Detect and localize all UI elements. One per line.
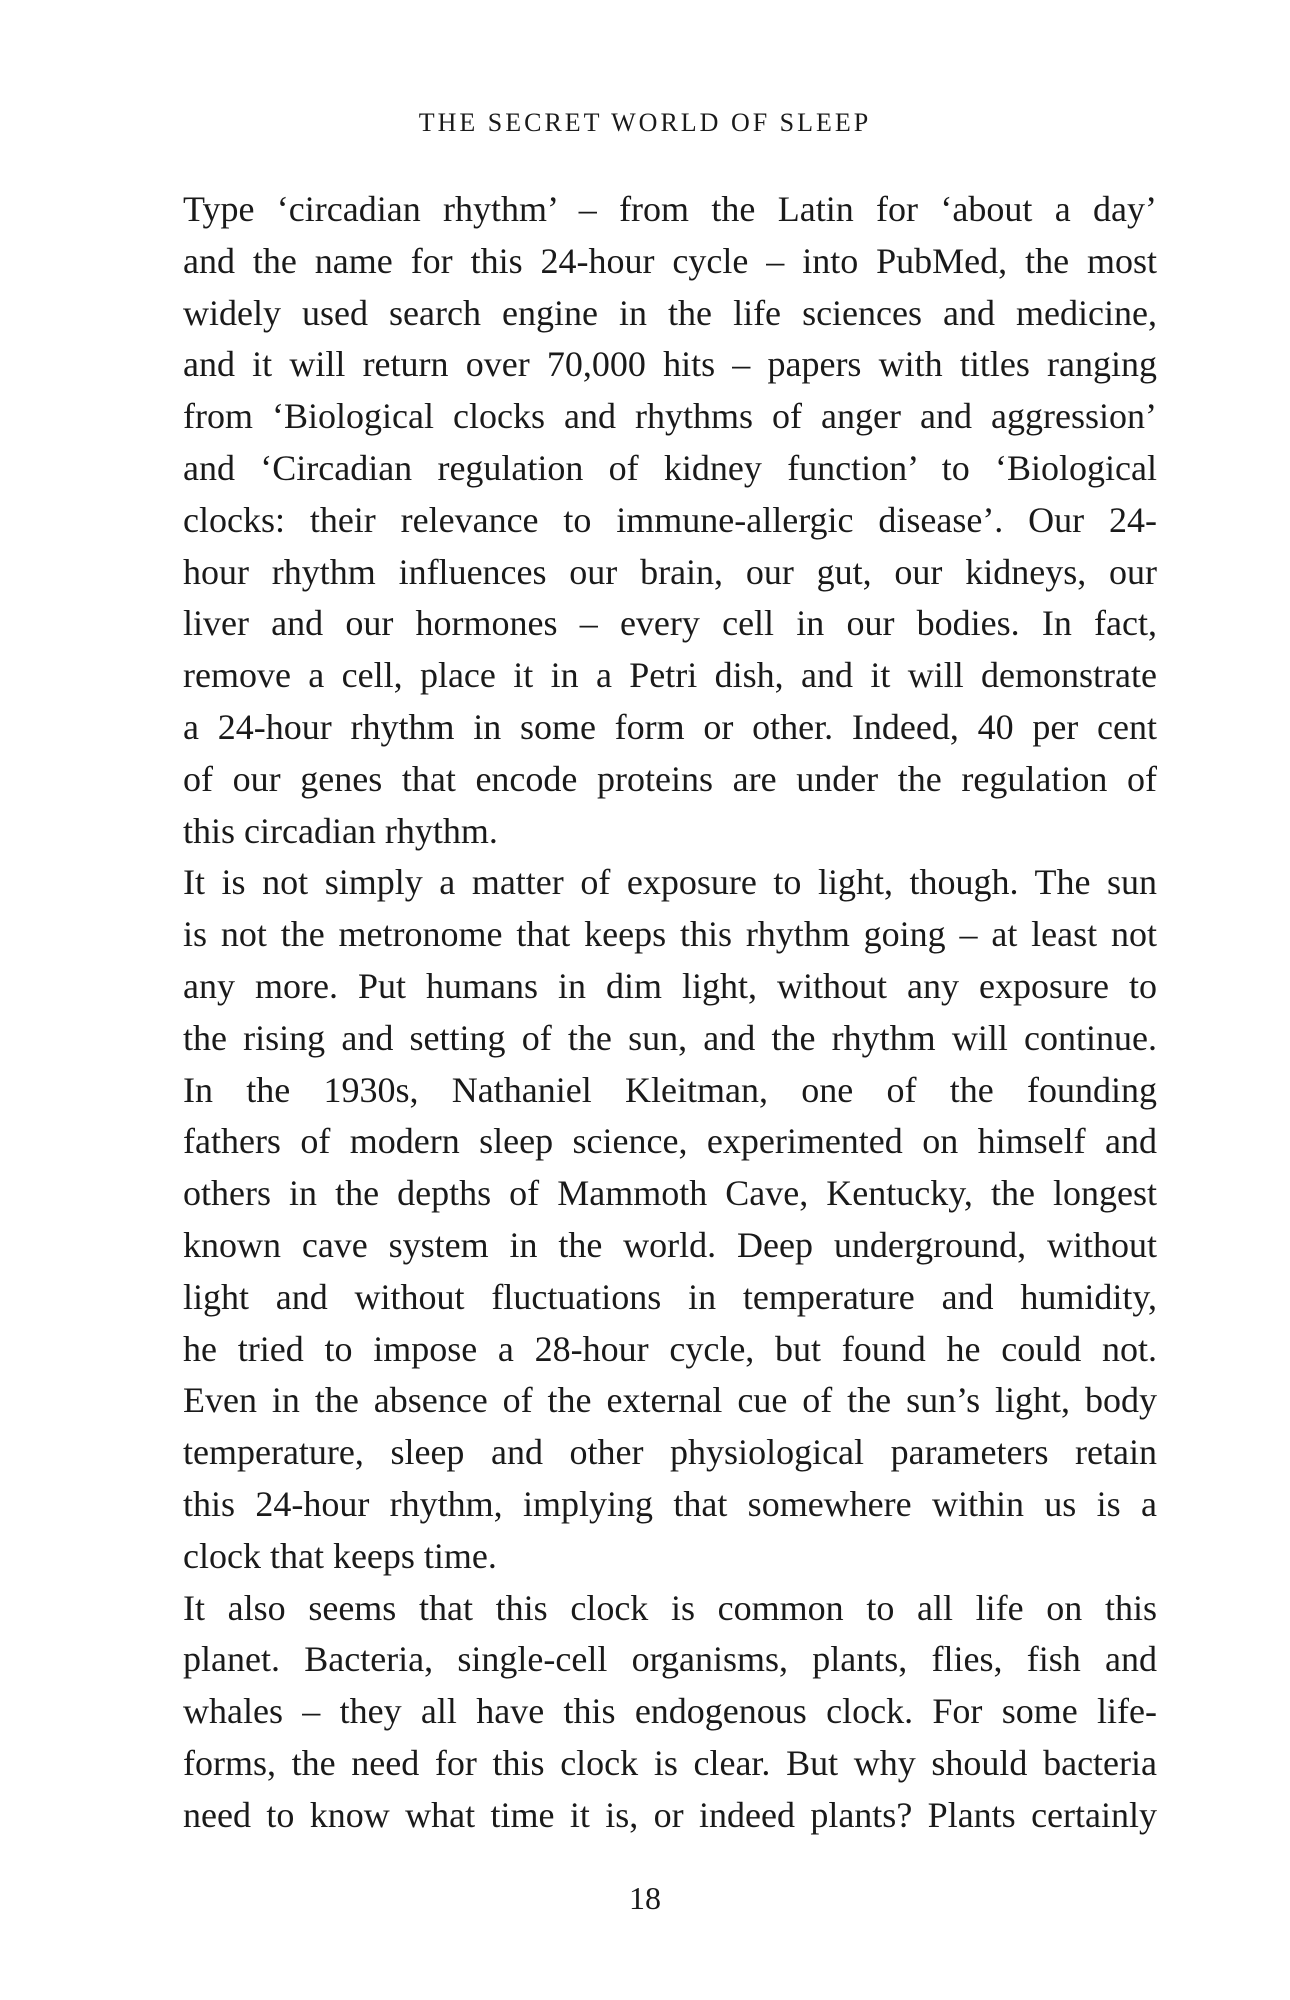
text-line: widely used search engine in the life sciences and medicine, bbox=[183, 292, 1157, 333]
page-number: 18 bbox=[629, 1880, 661, 1916]
text-line: is not the metronome that keeps this rhythm going – at least not bbox=[183, 914, 1157, 955]
text-line: from ‘Biological clocks and rhythms of anger and aggression’ bbox=[183, 396, 1157, 437]
text-line: clocks: their relevance to immune-allergic disease’. Our 24- bbox=[183, 499, 1157, 540]
text-line: Even in the absence of the external cue of the sun’s light, body bbox=[183, 1380, 1157, 1421]
running-header: THE SECRET WORLD OF SLEEP bbox=[418, 108, 872, 137]
text-line: need to know what time it is, or indeed plants? Plants certainly bbox=[183, 1794, 1157, 1835]
text-line: temperature, sleep and other physiological parameters retain bbox=[183, 1432, 1157, 1473]
text-line: forms, the need for this clock is clear. But why should bacteria bbox=[183, 1742, 1157, 1783]
text-line: remove a cell, place it in a Petri dish, and it will demonstrate bbox=[183, 655, 1157, 696]
text-line: of our genes that encode proteins are under the regulation of bbox=[183, 758, 1157, 799]
text-line: known cave system in the world. Deep underground, without bbox=[183, 1224, 1157, 1265]
text-line: In the 1930s, Nathaniel Kleitman, one of the founding bbox=[183, 1069, 1157, 1110]
text-line: he tried to impose a 28-hour cycle, but found he could not. bbox=[183, 1328, 1157, 1369]
text-line: liver and our hormones – every cell in our bodies. In fact, bbox=[183, 603, 1157, 644]
text-line: this 24-hour rhythm, implying that somewhere within us is a bbox=[183, 1483, 1157, 1524]
text-line: planet. Bacteria, single-cell organisms, plants, flies, fish and bbox=[183, 1639, 1157, 1680]
text-line: a 24-hour rhythm in some form or other. Indeed, 40 per cent bbox=[183, 706, 1157, 747]
text-line: fathers of modern sleep science, experimented on himself and bbox=[183, 1121, 1157, 1162]
text-line: and the name for this 24-hour cycle – into PubMed, the most bbox=[183, 240, 1157, 281]
paragraph bbox=[183, 857, 1157, 1064]
text-line: the rising and setting of the sun, and the rhythm will continue. bbox=[183, 1017, 1157, 1058]
text-line: Type ‘circadian rhythm’ – from the Latin for ‘about a day’ bbox=[183, 189, 1157, 229]
text-line: any more. Put humans in dim light, without any exposure to bbox=[183, 965, 1157, 1006]
paragraph bbox=[183, 1583, 1157, 1842]
paragraph bbox=[183, 184, 1157, 857]
text-line: this circadian rhythm. bbox=[183, 810, 498, 851]
paragraph bbox=[183, 1065, 1157, 1583]
text-line: others in the depths of Mammoth Cave, Kentucky, the longest bbox=[183, 1173, 1157, 1214]
body-text bbox=[183, 184, 1157, 1842]
text-line: and ‘Circadian regulation of kidney function’ to ‘Biological bbox=[183, 447, 1157, 488]
text-line: and it will return over 70,000 hits – papers with titles ranging bbox=[183, 344, 1157, 385]
text-line: light and without fluctuations in temperature and humidity, bbox=[183, 1276, 1157, 1317]
text-line: clock that keeps time. bbox=[183, 1535, 497, 1576]
text-line: whales – they all have this endogenous clock. For some life- bbox=[183, 1691, 1157, 1732]
text-line: It also seems that this clock is common to all life on this bbox=[183, 1587, 1157, 1628]
text-line: It is not simply a matter of exposure to light, though. The sun bbox=[183, 862, 1157, 903]
text-line: hour rhythm influences our brain, our gut, our kidneys, our bbox=[183, 551, 1157, 592]
